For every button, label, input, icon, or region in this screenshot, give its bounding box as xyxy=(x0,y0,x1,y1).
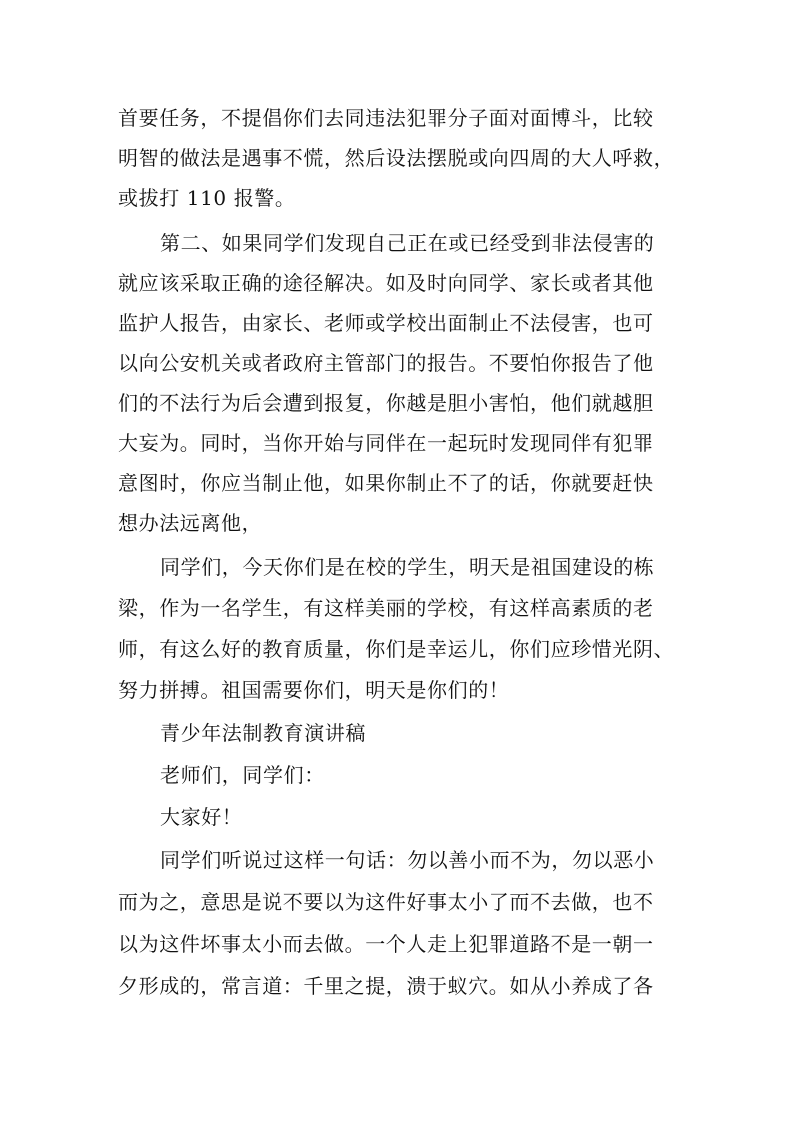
text-line-15: 努力拼搏。祖国需要你们，明天是你们的！ xyxy=(118,678,510,702)
text-line-21: 以为这件坏事太小而去做。一个人走上犯罪道路不是一朝一 xyxy=(118,932,654,956)
text-line-1: 首要任务，不提倡你们去同违法犯罪分子面对面博斗，比较 xyxy=(118,106,654,130)
paragraph-3-line-1: 同学们，今天你们是在校的学生，明天是祖国建设的栋 xyxy=(160,555,655,579)
text-line-14: 师，有这么好的教育质量，你们是幸运儿，你们应珍惜光阴、 xyxy=(118,637,675,661)
text-line-13: 梁，作为一名学生，有这样美丽的学校，有这样高素质的老 xyxy=(118,596,654,620)
text-line-9: 大妄为。同时，当你开始与同伴在一起玩时发现同伴有犯罪 xyxy=(118,431,654,455)
text-line-3: 或拔打 110 报警。 xyxy=(118,186,296,210)
speech-title: 青少年法制教育演讲稿 xyxy=(160,721,366,745)
text-line-5: 就应该采取正确的途径解决。如及时向同学、家长或者其他 xyxy=(118,271,654,295)
text-line-22: 夕形成的，常言道：千里之提，溃于蚁穴。如从小养成了各 xyxy=(118,974,654,998)
text-line-8: 们的不法行为后会遭到报复，你越是胆小害怕，他们就越胆 xyxy=(118,391,654,415)
text-line-7: 以向公安机关或者政府主管部门的报告。不要怕你报告了他 xyxy=(118,351,654,375)
text-line-10: 意图时，你应当制止他，如果你制止不了的话，你就要赶快 xyxy=(118,471,654,495)
text-line-20: 而为之，意思是说不要以为这件好事太小了而不去做，也不 xyxy=(118,890,654,914)
text-line-11: 想办法远离他， xyxy=(118,511,263,535)
text-line-2: 明智的做法是遇事不慌，然后设法摆脱或向四周的大人呼救， xyxy=(118,146,675,170)
greeting: 大家好！ xyxy=(160,805,243,829)
text-line-6: 监护人报告，由家长、老师或学校出面制止不法侵害，也可 xyxy=(118,311,654,335)
salutation: 老师们，同学们： xyxy=(160,763,325,787)
paragraph-2-line-1: 第二、如果同学们发现自己正在或已经受到非法侵害的 xyxy=(160,231,655,255)
paragraph-4-line-1: 同学们听说过这样一句话：勿以善小而不为，勿以恶小 xyxy=(160,848,655,872)
